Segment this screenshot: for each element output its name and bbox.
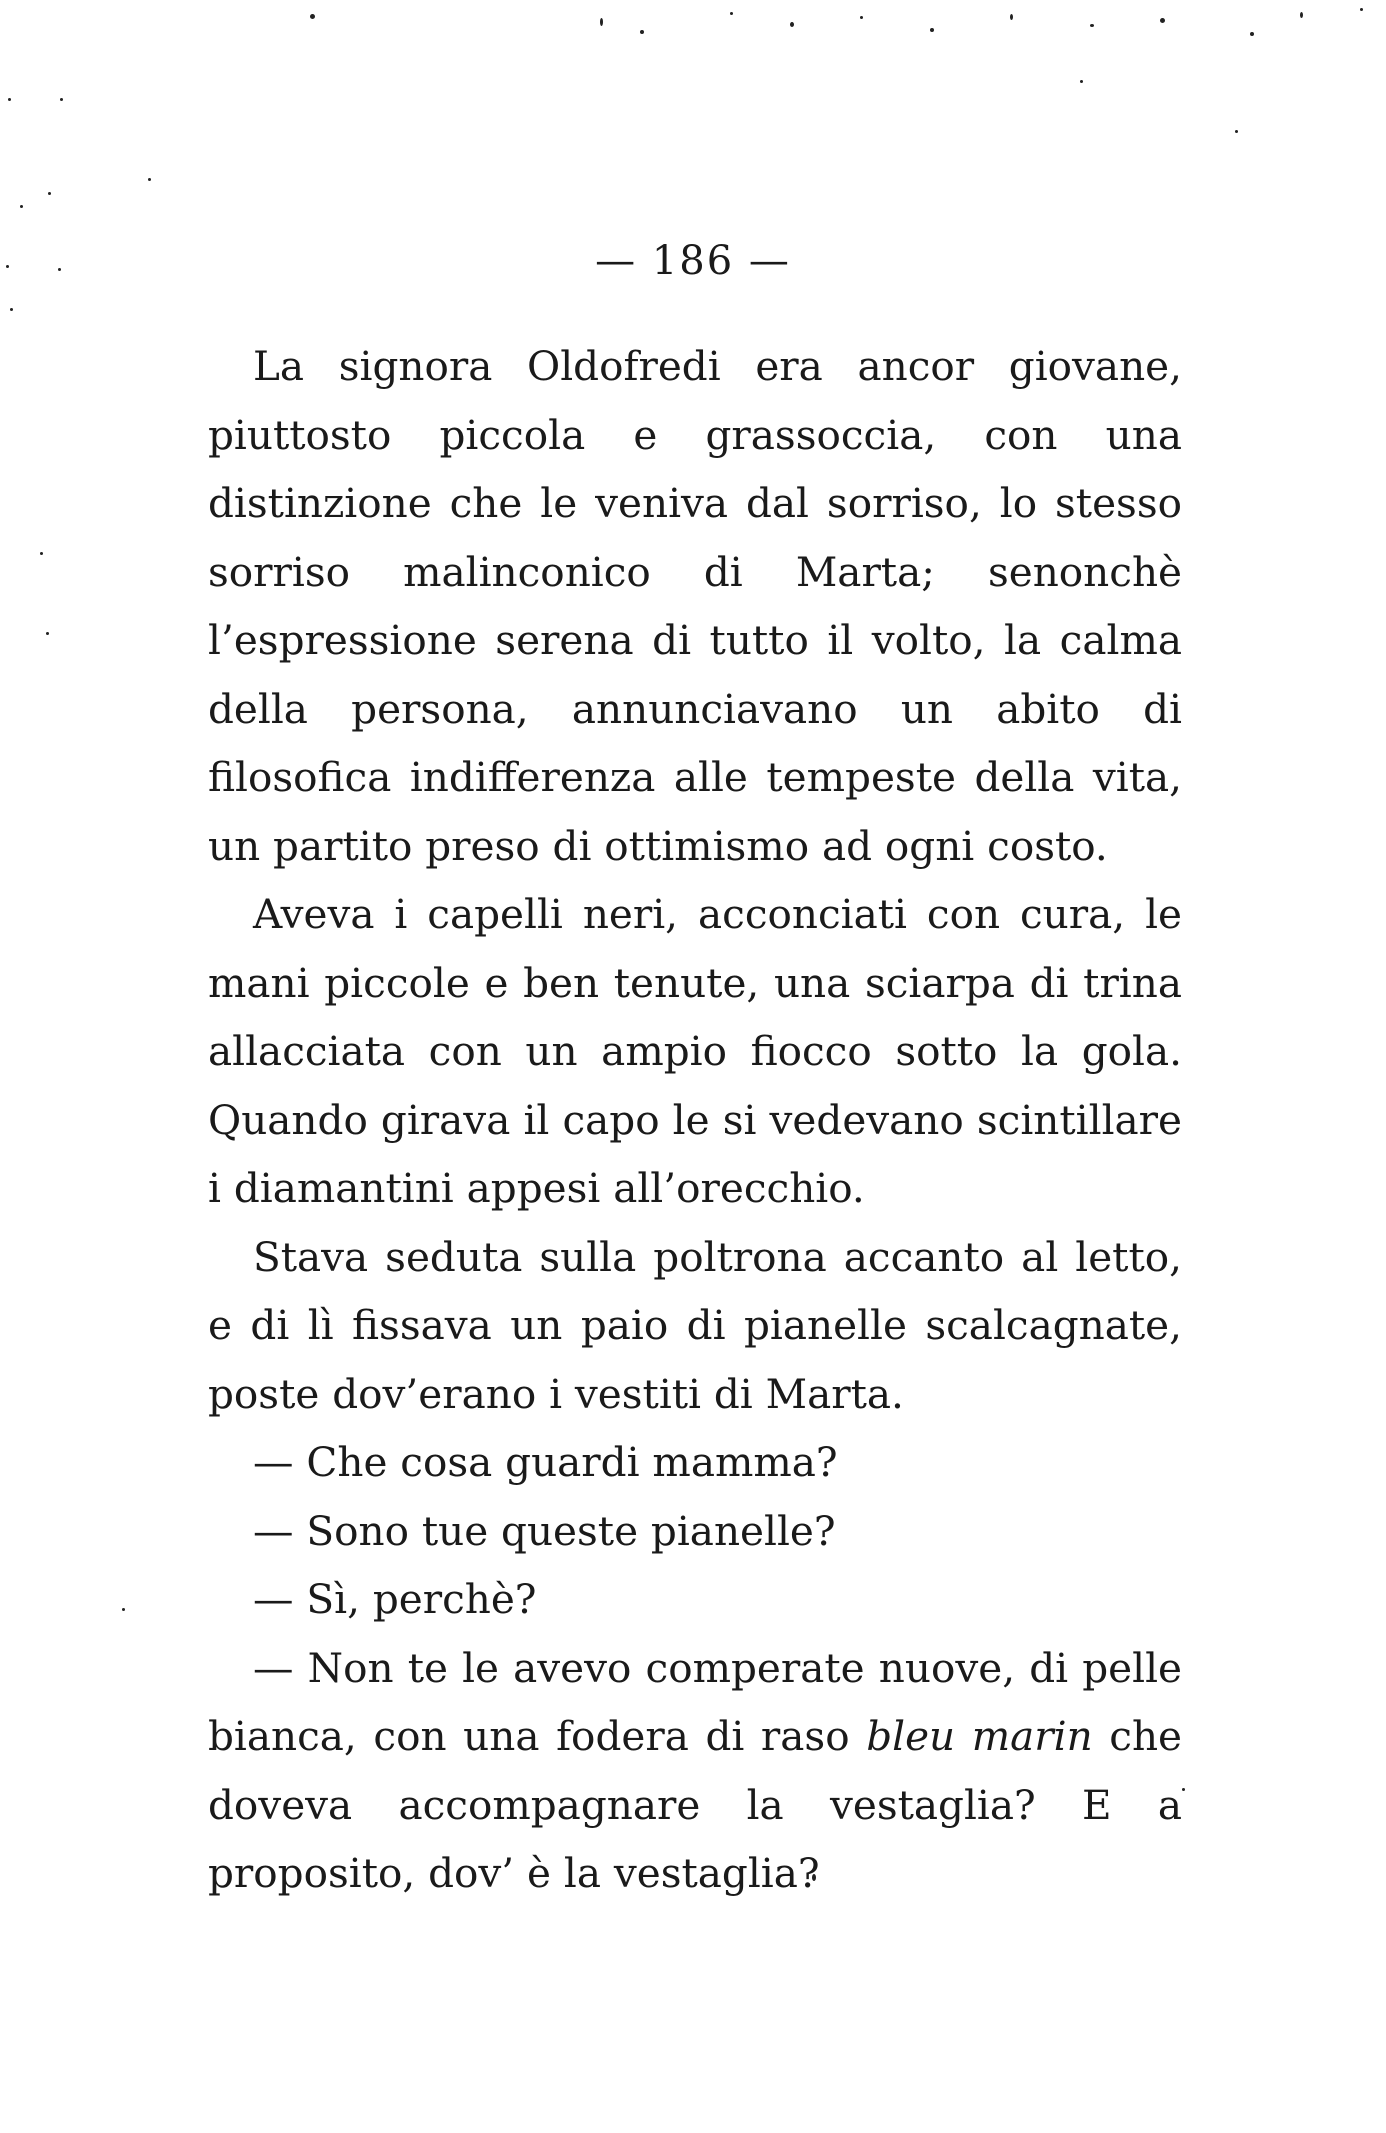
dialogue-text-start: — Non te le avevo comperate nuove, di pelle bianca, con una fodera di raso xyxy=(208,1643,1182,1760)
page-body xyxy=(208,332,1182,1908)
dialogue-line: — Che cosa guardi mamma? xyxy=(253,1438,838,1486)
page-number: — 186 — xyxy=(595,238,791,284)
paragraph xyxy=(208,1634,1182,1908)
paragraph: Stava seduta sulla poltrona accanto al letto, e di lì fissava un paio di pianelle scalcagnate, poste dov’erano i vestiti di Marta. xyxy=(208,1232,1182,1418)
dialogue-text-end: che doveva accompagnare la vestaglia? E a proposito, dov’ è la vestaglia? xyxy=(208,1712,1183,1897)
italic-phrase: bleu marin xyxy=(866,1712,1093,1760)
dialogue-line: — Sono tue queste pianelle? xyxy=(253,1506,836,1555)
dialogue-line: — Sì, perchè? xyxy=(253,1575,537,1623)
paragraph: Aveva i capelli neri, acconciati con cura, le mani piccole e ben tenute, una sciarpa di trina allacciata con un ampio fiocco sotto la gola. Quando girava il capo le si vedevano scintillare i diamantini appesi all’orecchio. xyxy=(208,890,1182,1212)
paragraph: La signora Oldofredi era ancor giovane, piuttosto piccola e grassoccia, con una distinzione che le veniva dal sorriso, lo stesso sorriso malinconico di Marta; senonchè l’espressione serena di tutto il volto, la calma della persona, annunciavano un abito di filosofica indifferenza alle tempeste della vita, un partito preso di ottimismo ad ogni costo. xyxy=(208,342,1182,870)
